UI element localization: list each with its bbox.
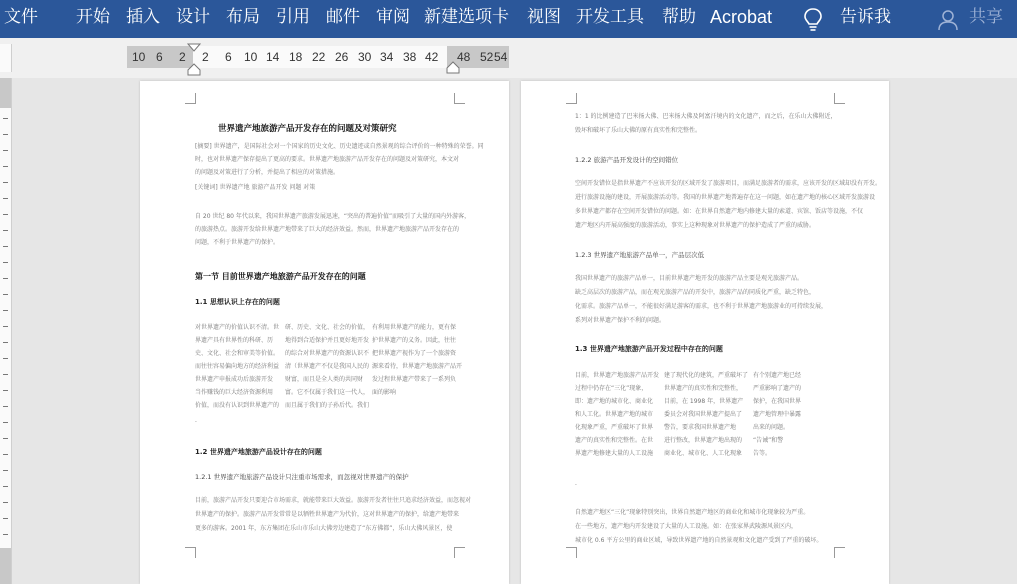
vertical-ruler-bottom-margin [0, 548, 11, 584]
vertical-ruler[interactable] [0, 78, 12, 584]
column-line: 过程中仍存在“三化”现象， [575, 385, 648, 392]
document-page-right[interactable] [521, 81, 889, 584]
tab-new-tab[interactable]: 新建选项卡 [424, 7, 509, 27]
body-line: 更多的游客。2001 年，东方集团在乐山市乐山大佛旁边建造了“东方佛都”，乐山大佛风景区，使 [195, 525, 453, 532]
subsection-heading: 1.1 思想认识上存在的问题 [195, 298, 280, 306]
column-line: 界遗产具有世界性的科研、历 [195, 337, 274, 344]
column-line: 世界遗产的真实性和完整性， [664, 385, 743, 392]
tab-file[interactable]: 文件 [4, 7, 38, 27]
body-line: 我国世界遗产的旅游产品单一，目前世界遗产地开发的旅游产品主要是观光旅游产品。 [575, 275, 804, 282]
tab-acrobat[interactable]: Acrobat [710, 7, 773, 27]
ruler-number: 10 [132, 50, 146, 64]
ruler-number: 6 [225, 50, 232, 64]
horizontal-ruler[interactable] [0, 38, 1017, 78]
column-line: 严重影响了遗产的 [753, 385, 802, 392]
indent-marker[interactable] [187, 42, 201, 78]
ruler-number: 22 [312, 50, 326, 64]
ruler-number: 14 [266, 50, 280, 64]
column-line: 对世界遗产的价值认识不清。世 [195, 324, 280, 331]
ruler-number: 34 [380, 50, 394, 64]
body-line: 毁坏和破坏了乐山大佛的原有真实性和完整性。 [575, 127, 702, 134]
paragraph-mark: . [575, 480, 577, 487]
subsection-heading: 1.2 世界遗产地旅游产品设计存在的问题 [195, 448, 322, 456]
column-c [372, 321, 463, 399]
body-line: 化需求。旅游产品单一，不能很好满足游客的需求，也不利于世界遗产地旅游业的可持续发展， [575, 303, 828, 310]
column-line: 目前，世界遗产地旅游产品开发 [575, 372, 660, 379]
subsubsection-heading: 1.2.3 世界遗产地旅游产品单一，产品层次低 [575, 251, 705, 259]
column-a [575, 369, 661, 460]
vertical-ruler-top [0, 44, 12, 72]
tab-mailings[interactable]: 邮件 [326, 7, 360, 27]
document-page-left[interactable] [140, 81, 509, 584]
ruler-number: 38 [403, 50, 417, 64]
column-line: “告诫”和警 [753, 437, 784, 444]
ruler-number: 54 [494, 50, 508, 64]
column-line: 委员会对我国世界遗产提出了 [664, 411, 743, 418]
ruler-number: 2 [202, 50, 209, 64]
tab-help[interactable]: 帮助 [662, 7, 696, 27]
body-line: 目前，旅游产品开发只要迎合市场需求，就能带来巨大效益。旅游开发者往往只追求经济效益，而忽视对 [195, 497, 472, 504]
column-line: 警告，要求我国世界遗产地 [664, 424, 737, 431]
ruler-number: 26 [335, 50, 349, 64]
paragraph-mark: . [195, 417, 197, 424]
body-line: 1：1 的比例建造了巴米扬大佛、巴米扬大佛及阿富汗境内的文化遗产，而之后，在乐山大佛附近， [575, 113, 837, 120]
intro-line: 自 20 世纪 80 年代以来，我国世界遗产旅游发展迅速，“突出的普遍价值”而吸引了大量的国内外游客， [195, 213, 471, 220]
body-line: 进行旅游设施的建设，开展旅游活动等。我国的世界遗产地普遍存在这一问题，如在遗产地的核心区域开发旅游设 [575, 194, 876, 201]
keywords-line: [关键词] 世界遗产地 旅游产品开发 问题 对策 [195, 184, 316, 191]
column-line: 有个别遗产地已经 [753, 372, 802, 379]
body-line: 自然遗产地区“三化”现象特别突出，世界自然遗产地区的商业化和城市化现象较为严重。 [575, 509, 810, 516]
column-line: 价值，而没有认识到世界遗产的 [195, 402, 280, 409]
column-line: 和人工化。世界遗产地的城市 [575, 411, 654, 418]
column-line: 进行整改，世界遗产地出现的 [664, 437, 743, 444]
column-line: 护世界遗产的义务。因此，往往 [372, 337, 457, 344]
column-line: 研、历史、文化、社会的价值， [285, 324, 370, 331]
column-line: 目前，在 1998 年，世界遗产 [664, 398, 744, 405]
abstract-line: 的问题及对策进行了分析，并提出了相应的对策措施。 [195, 169, 340, 176]
subsubsection-heading: 1.2.2 旅游产品开发设计的空间错位 [575, 156, 679, 164]
ribbon-bar [0, 0, 1017, 38]
column-line: 清（世界遗产不仅是我国人民的 [285, 363, 370, 370]
tell-me-search[interactable]: 告诉我 [840, 7, 891, 27]
column-line: 商业化、城市化、人工化现象 [664, 450, 743, 457]
column-line: 发过程世界遗产带来了一系列负 [372, 376, 457, 383]
ruler-number: 52 [480, 50, 494, 64]
abstract-line: 时，也对世界遗产保存提出了更高的要求。世界遗产地旅游产品开发存在的问题及对策研究，本文对 [195, 156, 460, 163]
ruler-number: 48 [457, 50, 471, 64]
body-line: 城市化 0.6 平方公里的商业区域，导致世界遗产地的自然景观和文化遗产受到了严重的破坏。 [575, 537, 823, 544]
column-line: 财富，而且是全人类的共同财 [285, 376, 364, 383]
column-line: 化现象严重，严重破坏了世界 [575, 424, 654, 431]
column-line: 把世界遗产视作为了一个旅游资 [372, 350, 457, 357]
tab-view[interactable]: 视图 [527, 7, 561, 27]
ruler-number: 42 [425, 50, 439, 64]
body-line: 空间开发错位是指世界遗产不应该开发的区域开发了旅游项目，而满足旅游者的需求，应该开发的区域却没有开发。 [575, 180, 882, 187]
tab-design[interactable]: 设计 [176, 7, 210, 27]
column-b [664, 369, 750, 460]
column-line: 富。它不仅属于我们这一代人， [285, 389, 370, 396]
column-line: 建了现代化的建筑，严重破坏了 [664, 372, 749, 379]
tab-review[interactable]: 审阅 [376, 7, 410, 27]
column-line: 地得到合适保护并且更好地开发 [285, 337, 370, 344]
user-icon[interactable] [936, 8, 960, 32]
vertical-ruler-margin [0, 78, 11, 108]
tab-references[interactable]: 引用 [276, 7, 310, 27]
body-line: 在一些地方，遗产地内开发建设了大量的人工设施。如：在张家界武陵源风景区内， [575, 523, 798, 530]
tab-insert[interactable]: 插入 [126, 7, 160, 27]
subsubsection-heading: 1.2.1 世界遗产地旅游产品设计只注重市场需求，而忽视对世界遗产的保护 [195, 473, 409, 481]
ruler-number: 2 [179, 50, 186, 64]
right-indent-marker[interactable] [446, 58, 460, 76]
ruler-number: 6 [156, 50, 163, 64]
section-heading: 第一节 目前世界遗产地旅游产品开发存在的问题 [195, 272, 366, 281]
column-line: 出来的问题。 [753, 424, 790, 431]
body-line: 系列对世界遗产保护不利的问题。 [575, 317, 666, 324]
column-line: 告等。 [753, 450, 772, 457]
column-line: 遗产的真实性和完整性。在世 [575, 437, 654, 444]
column-line: 有利用世界遗产的能力，更有保 [372, 324, 457, 331]
body-line: 多世界遗产都存在空间开发错位的问题。如：在世界自然遗产地内修建大量的索道、宾馆、饭店等设施，不仅 [575, 208, 864, 215]
column-b [285, 321, 371, 412]
subsection-heading: 1.3 世界遗产地旅游产品开发过程中存在的问题 [575, 345, 723, 353]
body-line: 遗产地区内开展高强度的旅游活动，事实上这种现象对世界遗产的保护造成了严重的威胁。 [575, 222, 816, 229]
column-line: 当作赚钱的巨大经济资源利用 [195, 389, 274, 396]
column-c [753, 369, 839, 460]
ruler-number: 30 [358, 50, 372, 64]
ruler-number: 10 [244, 50, 258, 64]
document-title: 世界遗产地旅游产品开发存在的问题及对策研究 [218, 124, 397, 134]
column-line: 的综合对世界遗产的资源认识不 [285, 350, 370, 357]
body-line: 世界遗产的保护。旅游产品开发常常是以牺牲世界遗产为代价，这对世界遗产的保护，给遗产地带来 [195, 511, 460, 518]
tab-layout[interactable]: 布局 [226, 7, 260, 27]
column-line: 而且属于我们的子孙后代。我们 [285, 402, 370, 409]
column-line: 界遗产地修建大量的人工设施 [575, 450, 654, 457]
column-line: 即：遗产地的城市化、商业化 [575, 398, 654, 405]
column-a [195, 321, 281, 412]
column-line: 史、文化、社会和审美等价值。 [195, 350, 280, 357]
tab-developer[interactable]: 开发工具 [576, 7, 644, 27]
column-line: 源来看待，世界遗产地旅游产品开 [372, 363, 463, 370]
column-line: 遗产地管理中暴露 [753, 411, 802, 418]
lightbulb-icon[interactable] [801, 7, 825, 33]
column-line: 而往往容易偏向地方的经济利益 [195, 363, 280, 370]
column-line: 保护，在我国世界 [753, 398, 802, 405]
body-line: 缺乏高层次的旅游产品，而在观光旅游产品的开发中，旅游产品的同质化严重，缺乏特色， [575, 289, 816, 296]
share-button[interactable]: 共享 [969, 7, 1003, 27]
intro-line: 问题，不利于世界遗产的保护。 [195, 239, 280, 246]
column-line: 面的影响 [372, 389, 397, 396]
ruler-number: 18 [289, 50, 303, 64]
column-line: 世界遗产申报成功后旅游开发 [195, 376, 274, 383]
tab-home[interactable]: 开始 [76, 7, 110, 27]
abstract-line: [摘要] 世界遗产，是国际社会对一个国家的历史文化、历史遗迹或自然景观的综合评价的一种特殊的荣誉。同 [195, 143, 484, 150]
intro-line: 的旅游热点。旅游开发给世界遗产地带来了巨大的经济效益。然而，世界遗产地旅游产品开发存在的 [195, 226, 460, 233]
